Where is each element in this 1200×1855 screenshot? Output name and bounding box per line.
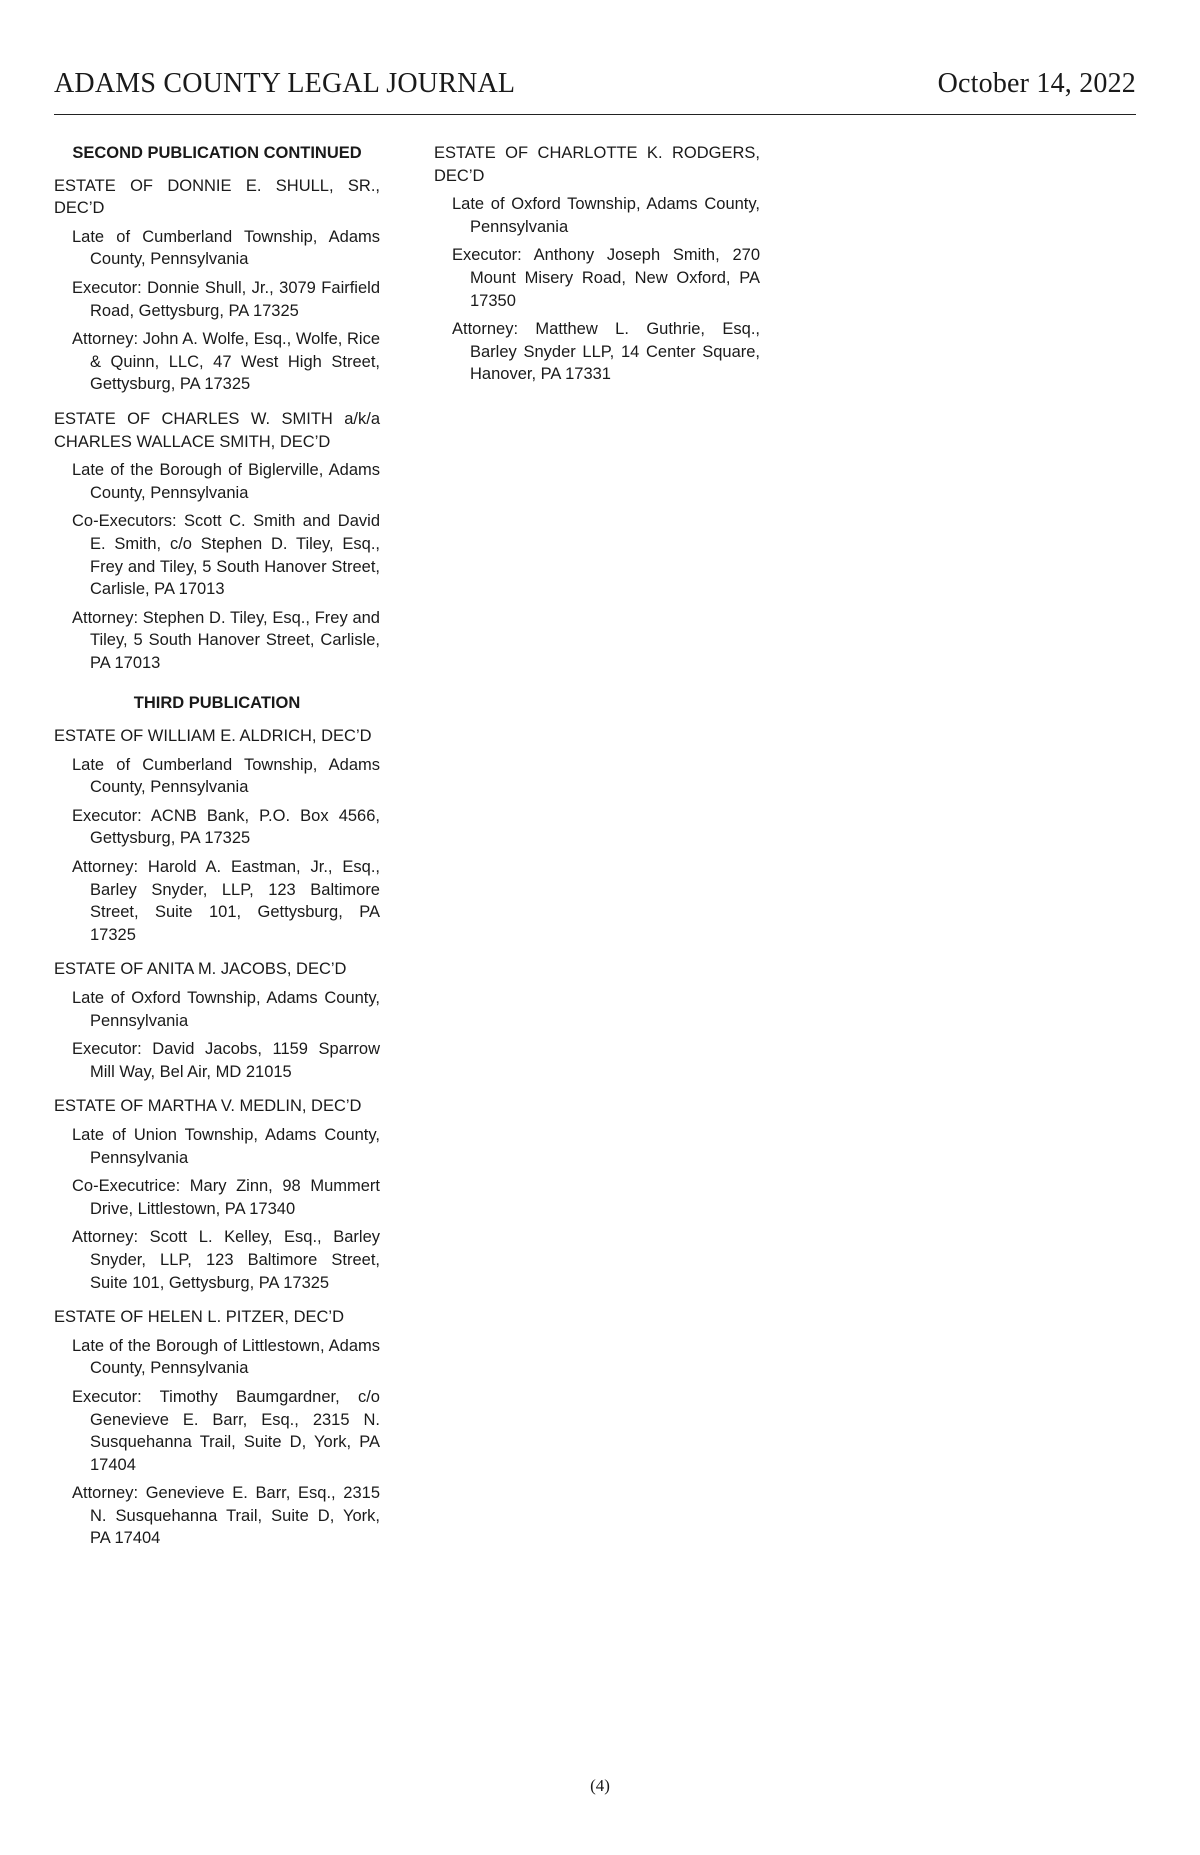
estate-detail: Late of Cumberland Township, Adams County, Pennsylvania <box>72 755 380 797</box>
estate-name: ESTATE OF DONNIE E. SHULL, SR., DEC’D <box>54 176 380 218</box>
section-heading-second-publication: SECOND PUBLICATION CONTINUED <box>72 144 362 162</box>
estate-detail: Co-Executrice: Mary Zinn, 98 Mummert Drive, Littlestown, PA 17340 <box>72 1177 380 1218</box>
estate-name: ESTATE OF MARTHA V. MEDLIN, DEC’D <box>54 1097 362 1116</box>
estate-detail: Executor: ACNB Bank, P.O. Box 4566, Gettysburg, PA 17325 <box>72 806 380 848</box>
page-header <box>54 66 1136 115</box>
estate-detail: Executor: David Jacobs, 1159 Sparrow Mill Way, Bel Air, MD 21015 <box>72 1040 380 1081</box>
estate-name: ESTATE OF HELEN L. PITZER, DEC’D <box>54 1308 345 1327</box>
estate-detail: Late of Oxford Township, Adams County, Pennsylvania <box>72 989 380 1030</box>
estate-detail: Attorney: John A. Wolfe, Esq., Wolfe, Rice & Quinn, LLC, 47 West High Street, Gettysburg, PA 17325 <box>72 330 380 394</box>
estate-detail: Attorney: Stephen D. Tiley, Esq., Frey and Tiley, 5 South Hanover Street, Carlisle, PA 17013 <box>72 608 380 672</box>
estate-detail: Late of Cumberland Township, Adams County, Pennsylvania <box>72 227 380 269</box>
estate-notice <box>54 725 380 946</box>
estate-detail: Late of the Borough of Littlestown, Adams County, Pennsylvania <box>72 1336 380 1378</box>
estate-detail: Attorney: Harold A. Eastman, Jr., Esq., Barley Snyder, LLP, 123 Baltimore Street, Suite 101, Gettysburg, PA 17325 <box>72 858 380 944</box>
estate-name: ESTATE OF ANITA M. JACOBS, DEC’D <box>54 960 347 979</box>
estate-detail: Late of Oxford Township, Adams County, Pennsylvania <box>452 195 760 236</box>
estate-notice <box>54 958 380 1083</box>
estate-notice <box>54 1306 380 1550</box>
estate-list-second-publication <box>54 175 380 675</box>
estate-detail: Late of the Borough of Biglerville, Adams County, Pennsylvania <box>72 461 380 502</box>
estate-detail: Attorney: Genevieve E. Barr, Esq., 2315 N. Susquehanna Trail, Suite D, York, PA 17404 <box>72 1484 380 1548</box>
left-column <box>54 142 380 1562</box>
estate-detail: Executor: Donnie Shull, Jr., 3079 Fairfield Road, Gettysburg, PA 17325 <box>72 278 380 320</box>
page-number: (4) <box>590 1776 610 1795</box>
estate-notice <box>54 175 380 396</box>
journal-title: ADAMS COUNTY LEGAL JOURNAL <box>54 68 516 99</box>
estate-detail: Attorney: Matthew L. Guthrie, Esq., Barley Snyder LLP, 14 Center Square, Hanover, PA 17331 <box>452 320 760 384</box>
right-column <box>434 142 760 398</box>
estate-name: ESTATE OF CHARLOTTE K. RODGERS, DEC’D <box>434 144 760 185</box>
estate-name: ESTATE OF CHARLES W. SMITH a/k/a CHARLES WALLACE SMITH, DEC’D <box>54 409 380 451</box>
estate-list-third-publication <box>54 725 380 1550</box>
estate-name: ESTATE OF WILLIAM E. ALDRICH, DEC’D <box>54 727 372 746</box>
issue-date: October 14, 2022 <box>937 68 1136 99</box>
estate-detail: Co-Executors: Scott C. Smith and David E. Smith, c/o Stephen D. Tiley, Esq., Frey and Tiley, 5 South Hanover Street, Carlisle, PA 17013 <box>72 512 380 599</box>
estate-detail: Executor: Timothy Baumgardner, c/o Genevieve E. Barr, Esq., 2315 N. Susquehanna Trail, Suite D, York, PA 17404 <box>72 1387 380 1474</box>
section-heading-third-publication: THIRD PUBLICATION <box>133 694 301 713</box>
estate-notice <box>54 1095 380 1294</box>
estate-notice <box>434 142 760 386</box>
estate-detail: Late of Union Township, Adams County, Pennsylvania <box>72 1125 380 1167</box>
estate-notice <box>54 408 380 675</box>
estate-detail: Executor: Anthony Joseph Smith, 270 Mount Misery Road, New Oxford, PA 17350 <box>452 246 760 310</box>
estate-list-right-column <box>434 142 760 386</box>
estate-detail: Attorney: Scott L. Kelley, Esq., Barley Snyder, LLP, 123 Baltimore Street, Suite 101, Gettysburg, PA 17325 <box>72 1228 380 1292</box>
